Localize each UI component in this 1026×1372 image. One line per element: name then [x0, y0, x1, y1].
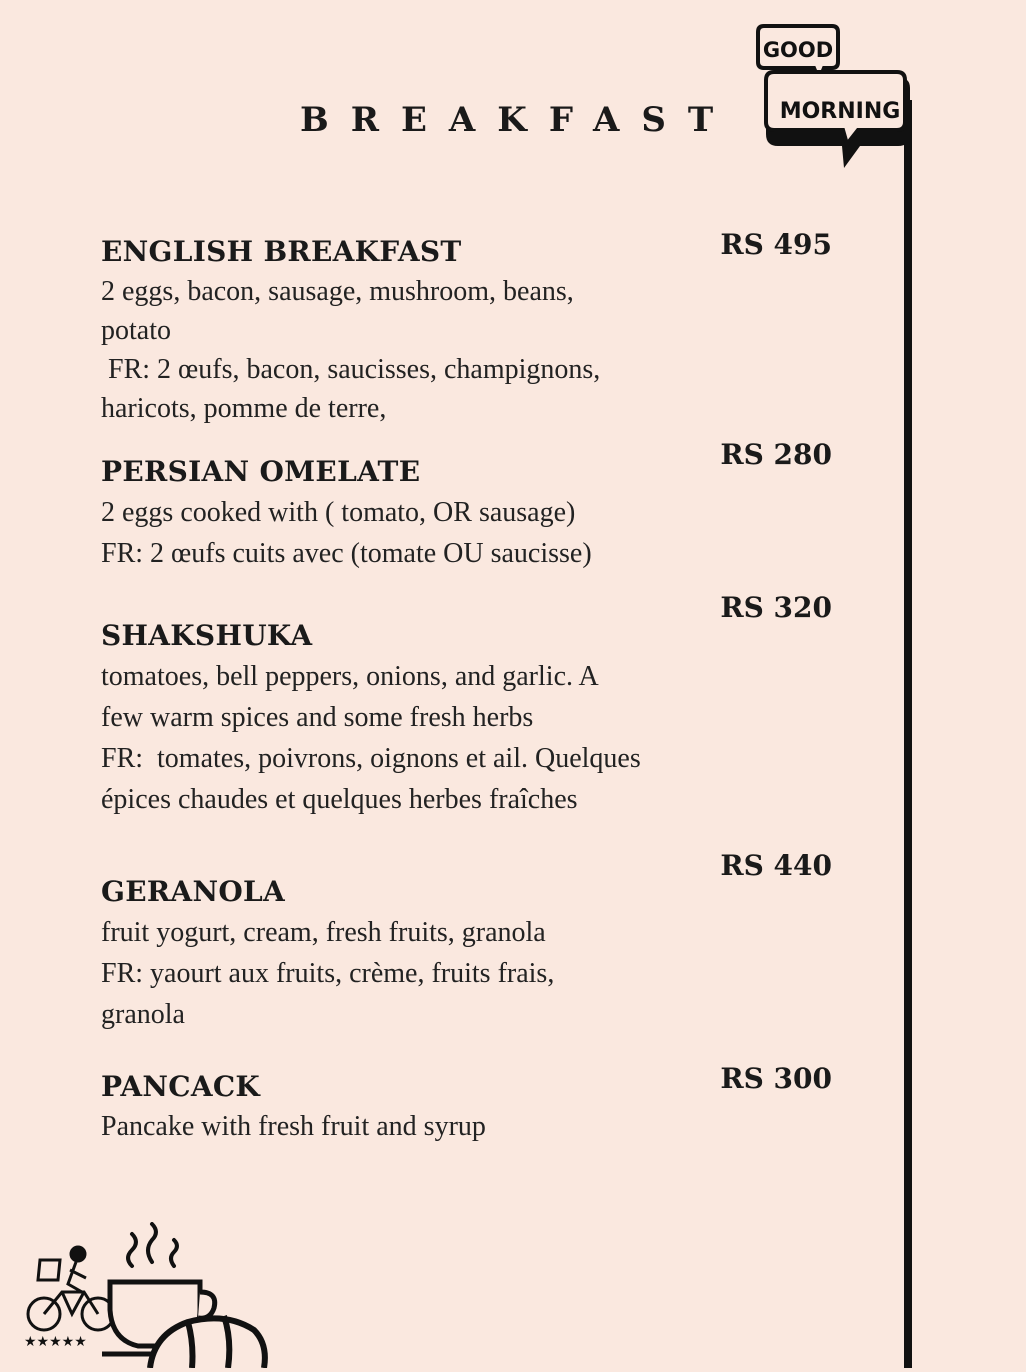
item-price: RS 440 [720, 849, 832, 882]
menu-title: BREAKFAST [300, 100, 736, 140]
item-name: PANCACK [101, 1070, 261, 1103]
menu-item-geranola [101, 872, 721, 1035]
desc-line: 2 eggs cooked with ( tomato, OR sausage) [101, 497, 576, 528]
steam-icon [128, 1224, 177, 1266]
item-price: RS 320 [720, 591, 832, 624]
desc-line: FR: yaourt aux fruits, crème, fruits frais, [101, 958, 555, 989]
item-description [101, 656, 721, 820]
item-description [101, 912, 721, 1035]
item-name: PERSIAN OMELATE [101, 455, 421, 488]
vertical-divider [904, 100, 912, 1368]
desc-line: few warm spices and some fresh herbs [101, 702, 534, 733]
item-price: RS 495 [720, 228, 832, 261]
svg-text:★★★★★: ★★★★★ [24, 1334, 87, 1350]
delivery-cyclist-icon [24, 1247, 114, 1350]
desc-line: haricots, pomme de terre, [101, 393, 387, 424]
menu-item-english-breakfast [101, 232, 721, 428]
menu-item-pancack [101, 1067, 721, 1146]
desc-line: granola [101, 999, 185, 1030]
desc-line: FR: tomates, poivrons, oignons et ail. Quelques [101, 743, 641, 774]
desc-line: tomatoes, bell peppers, onions, and garlic. A [101, 661, 599, 692]
menu-item-shakshuka [101, 616, 721, 820]
desc-line: épices chaudes et quelques herbes fraîches [101, 784, 578, 815]
desc-line: 2 eggs, bacon, sausage, mushroom, beans, [101, 276, 574, 307]
item-description [101, 272, 721, 428]
item-name: ENGLISH BREAKFAST [101, 235, 462, 268]
bottom-decoration [18, 1222, 278, 1372]
item-name: GERANOLA [101, 875, 286, 908]
desc-line: FR: 2 œufs cuits avec (tomate OU saucisse) [101, 538, 592, 569]
badge-line1: GOOD [762, 38, 834, 62]
desc-line: fruit yogurt, cream, fresh fruits, granola [101, 917, 546, 948]
desc-line: FR: 2 œufs, bacon, saucisses, champignons, [101, 354, 601, 385]
item-description [101, 492, 721, 574]
desc-line: potato [101, 315, 171, 346]
item-price: RS 280 [720, 438, 832, 471]
item-price: RS 300 [720, 1062, 832, 1095]
badge-line2: MORNING [779, 99, 901, 124]
speech-bubble-icon [752, 22, 922, 177]
menu-item-persian-omelate [101, 452, 721, 574]
good-morning-badge [752, 22, 922, 181]
item-name: SHAKSHUKA [101, 619, 313, 652]
desc-line: Pancake with fresh fruit and syrup [101, 1111, 486, 1142]
item-description [101, 1107, 721, 1146]
